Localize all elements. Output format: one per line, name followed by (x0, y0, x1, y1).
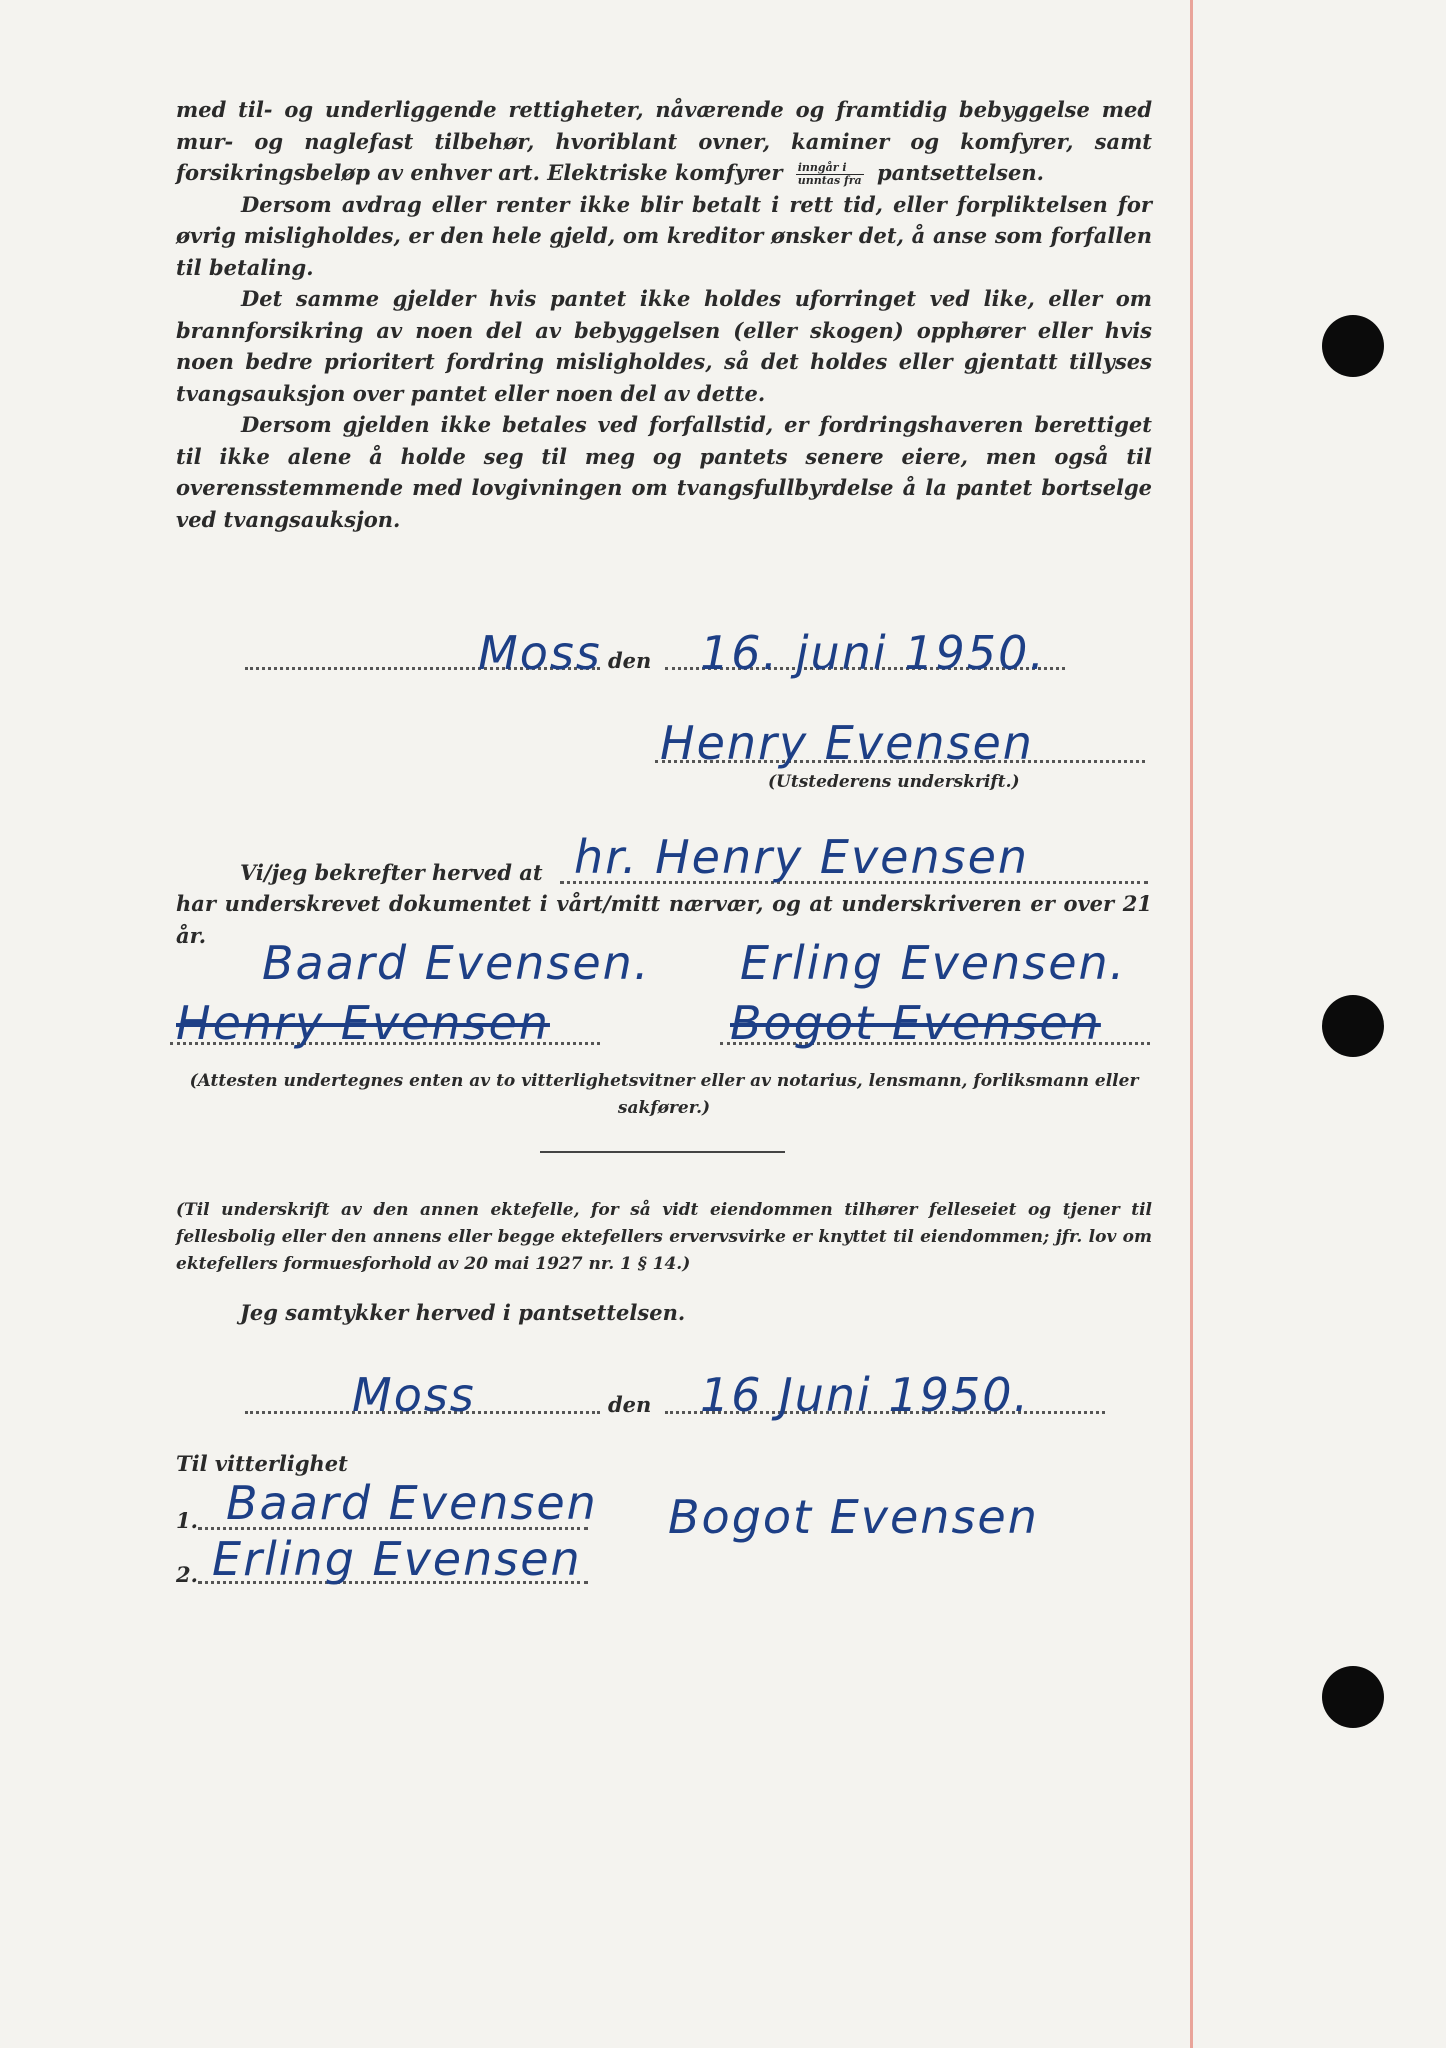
attestation-handwritten-name: hr. Henry Evensen (574, 830, 1030, 884)
clause-3: Det samme gjelder hvis pantet ikke holdes uforringet ved like, eller om brannforsikring av noen del av bebyggelsen (eller skogen) opphører eller hvis noen bedre prioritert fordring misligholdes, så det holdes eller gjentatt tillyses tvangsauksjon over pantet eller noen del av dette. (176, 286, 1152, 406)
spouse-handwritten-place: Moss (352, 1368, 476, 1422)
handwritten-place: Moss (478, 626, 602, 680)
clause-1 (176, 94, 1152, 189)
witness-2-signature: Erling Evensen. (740, 936, 1127, 990)
spouse-consent: Jeg samtykker herved i pantsettelsen. (240, 1300, 686, 1325)
attestation-lead: Vi/jeg bekrefter herved at (240, 860, 543, 885)
clause-1-end: pantsettelsen. (876, 160, 1044, 185)
punch-hole (1322, 315, 1384, 377)
spouse-note: (Til underskrift av den annen ektefelle, for så vidt eiendommen tilhører felleseiet og tjener til fellesbolig eller den annens eller begge ektefellers ervervsvirke er knyttet til eiendommen; jfr. lov om ektefellers formuesforhold av 20 mai 1927 nr. 1 § 14.) (176, 1200, 1152, 1274)
fraction-option (796, 162, 864, 187)
clause-4: Dersom gjelden ikke betales ved forfallstid, er fordringshaveren berettiget til ikke alene å holde seg til meg og pantets senere eiere, men også til overensstemmende med lovgivningen om tvangsfullbyrdelse å la pantet bortselge ved tvangsauksjon. (176, 412, 1152, 532)
issuer-caption: (Utstederens underskrift.) (768, 772, 1020, 792)
witness-number-2: 2. (176, 1562, 198, 1587)
fraction-bottom: unntas fra (797, 174, 862, 187)
fraction-top: inngår i (796, 162, 864, 175)
den-label: den (608, 648, 652, 673)
punch-hole (1322, 1666, 1384, 1728)
clause-2: Dersom avdrag eller renter ikke blir betalt i rett tid, eller forpliktelsen for øvrig misligholdes, er den hele gjeld, om kreditor ønsker det, å anse som forfallen til betaling. (176, 191, 1152, 280)
handwritten-date: 16. juni 1950. (700, 626, 1046, 680)
printed-clauses (176, 94, 1152, 535)
witness-1-signature: Baard Evensen. (262, 936, 651, 990)
attestation-continuation: har underskrevet dokumentet i vårt/mitt nærvær, og at underskriveren er over 21 år. (176, 891, 1152, 948)
punch-hole (1322, 995, 1384, 1057)
spouse-den-label: den (608, 1392, 652, 1417)
witness-number-1: 1. (176, 1508, 198, 1533)
spouse-handwritten-date: 16 Juni 1950. (700, 1368, 1031, 1422)
struck-signature-right: Bogot Evensen (730, 996, 1101, 1050)
witness-heading: Til vitterlighet (176, 1451, 348, 1476)
spouse-witness-1-signature: Baard Evensen (226, 1476, 598, 1530)
spouse-signature: Bogot Evensen (668, 1490, 1039, 1544)
attestation-note: (Attesten undertegnes enten av to vitterlighetsvitner eller av notarius, lensmann, forliksmann eller sakfører.) (189, 1071, 1139, 1118)
issuer-signature: Henry Evensen (660, 716, 1034, 770)
margin-line (1190, 0, 1193, 2048)
section-divider (540, 1151, 785, 1153)
struck-signature-left: Henry Evensen (176, 996, 550, 1050)
spouse-witness-2-signature: Erling Evensen (212, 1532, 582, 1586)
clause-1-text: med til- og underliggende rettigheter, nåværende og framtidig bebyggelse med mur- og naglefast tilbehør, hvoriblant ovner, kaminer og komfyrer, samt forsikringsbeløp av enhver art. Elektriske komfyrer (176, 97, 1152, 185)
